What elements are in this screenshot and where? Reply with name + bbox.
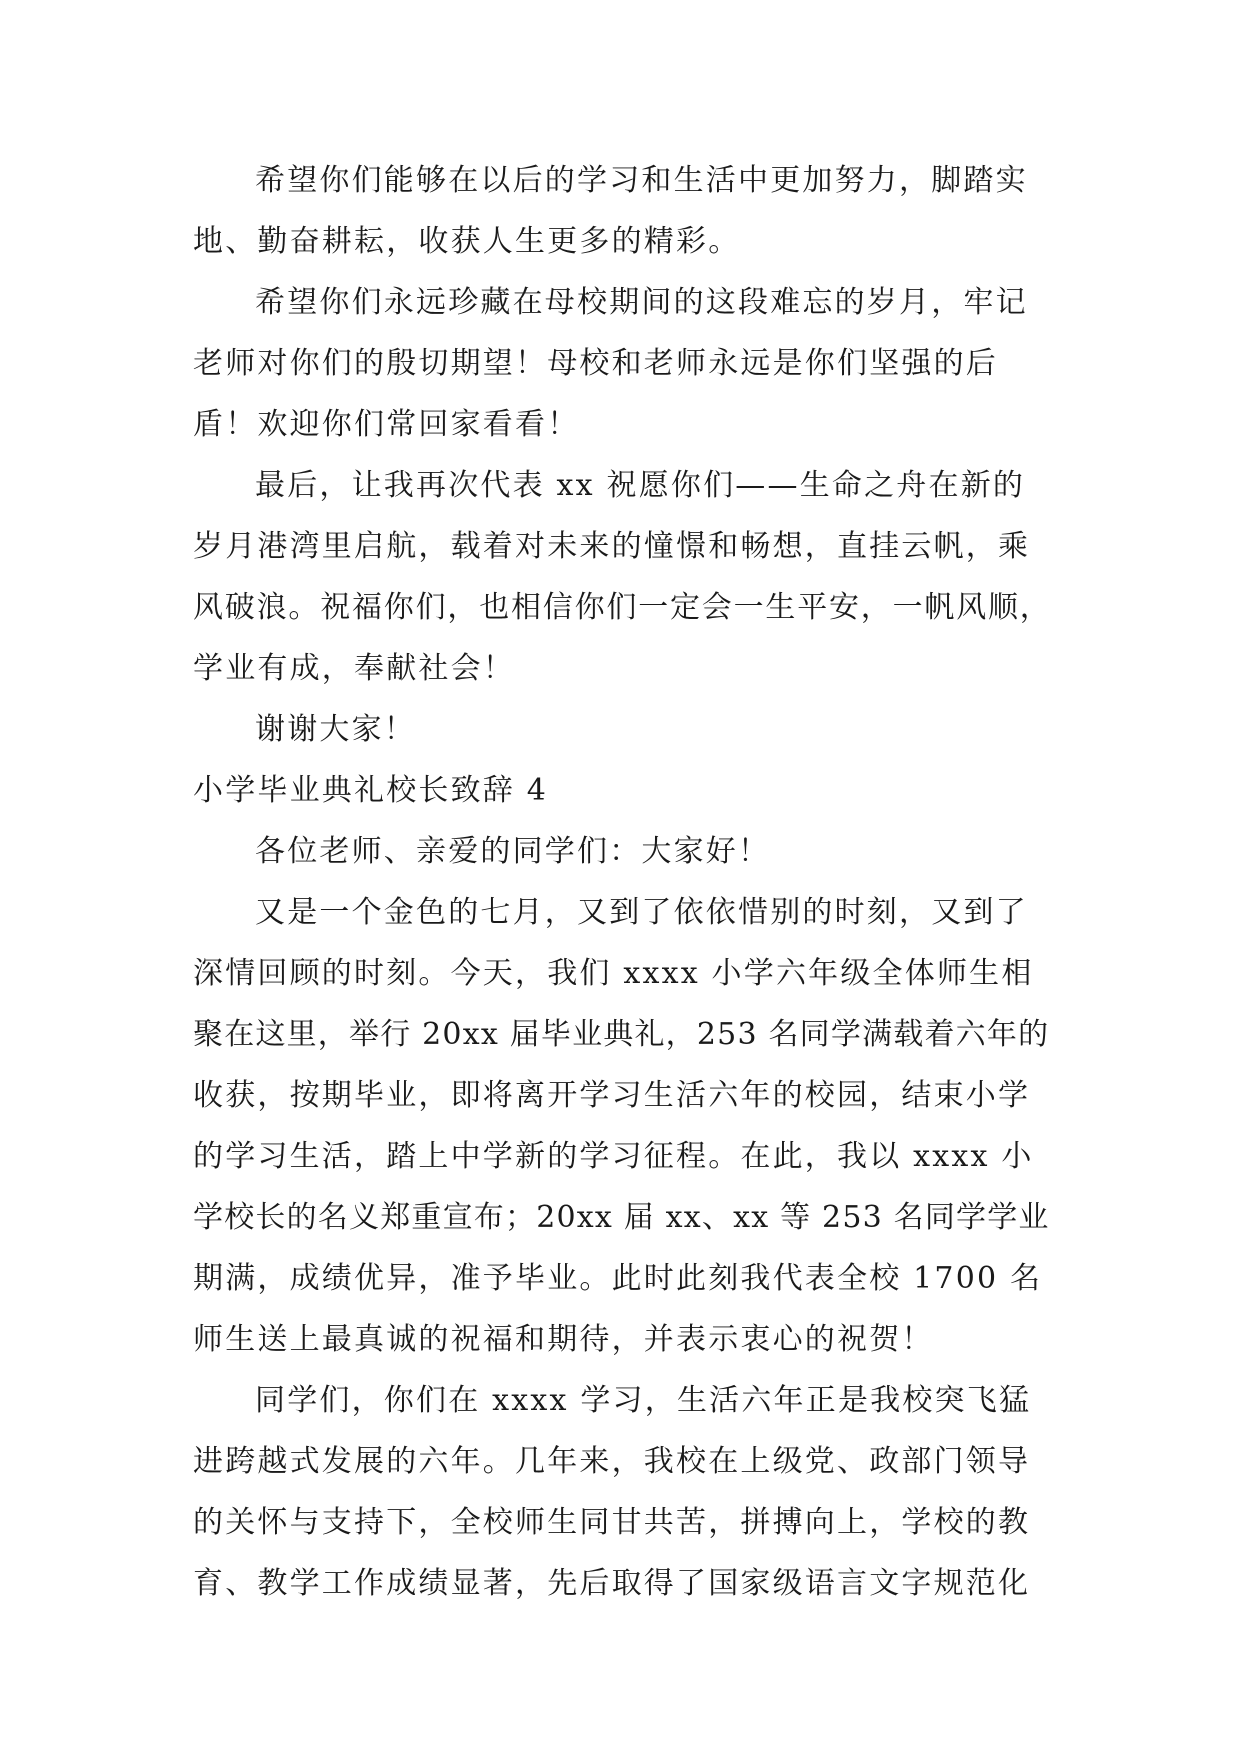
text-line: 最后，让我再次代表 xx 祝愿你们——生命之舟在新的 [255,468,1026,503]
text-line: 的学习生活，踏上中学新的学习征程。在此，我以 xxxx 小 [193,1139,1034,1174]
text-line: 收获，按期毕业，即将离开学习生活六年的校园，结束小学 [193,1078,1031,1113]
text-line: 希望你们能够在以后的学习和生活中更加努力，脚踏实 [255,163,1028,198]
text-line: 学校长的名义郑重宣布；20xx 届 xx、xx 等 253 名同学学业 [193,1200,1050,1235]
text-line: 深情回顾的时刻。今天，我们 xxxx 小学六年级全体师生相 [193,956,1034,991]
text-line: 同学们，你们在 xxxx 学习，生活六年正是我校突飞猛 [255,1383,1032,1418]
text-line: 的关怀与支持下，全校师生同甘共苦，拼搏向上，学校的教 [193,1505,1031,1540]
text-line: 地、勤奋耕耘，收获人生更多的精彩。 [193,224,741,259]
text-line: 各位老师、亲爱的同学们：大家好！ [255,834,771,869]
text-line: 期满，成绩优异，准予毕业。此时此刻我代表全校 1700 名 [193,1261,1043,1296]
text-line: 进跨越式发展的六年。几年来，我校在上级党、政部门领导 [193,1444,1031,1479]
text-line: 风破浪。祝福你们，也相信你们一定会一生平安，一帆风顺， [193,590,1052,625]
text-line: 老师对你们的殷切期望！母校和老师永远是你们坚强的后 [193,346,998,381]
text-line: 聚在这里，举行 20xx 届毕业典礼，253 名同学满载着六年的 [193,1017,1050,1052]
text-line: 师生送上最真诚的祝福和期待，并表示衷心的祝贺！ [193,1322,934,1357]
text-line: 育、教学工作成绩显著，先后取得了国家级语言文字规范化 [193,1566,1031,1601]
text-line: 又是一个金色的七月，又到了依依惜别的时刻，又到了 [255,895,1028,930]
document-body [193,150,1053,1614]
text-line: 盾！欢迎你们常回家看看！ [193,407,580,442]
text-line: 谢谢大家！ [255,712,416,747]
text-line: 希望你们永远珍藏在母校期间的这段难忘的岁月，牢记 [255,285,1028,320]
text-line: 学业有成，奉献社会！ [193,651,515,686]
text-line: 岁月港湾里启航，载着对未来的憧憬和畅想，直挂云帆，乘 [193,529,1031,564]
section-heading: 小学毕业典礼校长致辞 4 [193,773,549,808]
